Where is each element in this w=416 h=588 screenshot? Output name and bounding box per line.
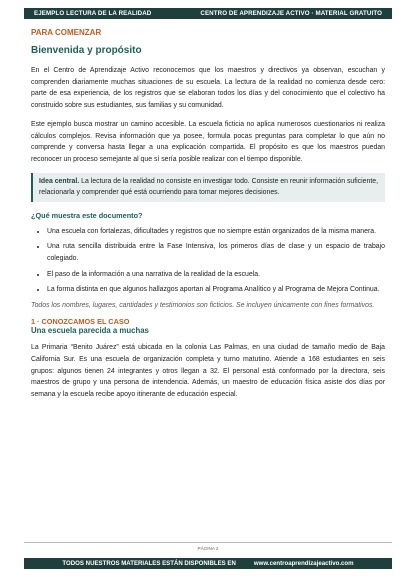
section2-subtitle: Una escuela parecida a muchas [31,326,149,336]
header-left-text: EJEMPLO LECTURA DE LA REALIDAD [34,10,152,17]
callout-text: La lectura de la realidad no consiste en investigar todo. Consiste en reunir información suficiente, relacionarla y comprender qué está ocurriendo para tomar mejores decisiones. [39,177,378,196]
bullet-list [31,226,385,297]
section2-label: 1 · CONOZCAMOS EL CASO [31,317,130,327]
footer-bar [24,558,392,569]
main-content [31,28,385,408]
fiction-note: Todos los nombres, lugares, cantidades y testimonios son ficticios. Se incluyen únicamente con fines formativos. [31,302,375,310]
header-bar [24,8,392,19]
footer-divider [24,542,392,543]
list-item: • Una ruta sencilla distribuida entre la Fase Intensiva, los primeros días de clase y un espacio de trabajo colegiado. [47,241,385,264]
callout-lead: Idea central. [39,177,80,185]
callout-box [31,173,385,202]
list-item: • Una escuela con fortalezas, dificultades y registros que no siempre están organizados de la misma manera. [47,226,385,238]
header-right-text: CENTRO DE APRENDIZAJE ACTIVO · MATERIAL GRATUITO [200,10,382,17]
list-item: • La forma distinta en que algunos hallazgos aportan al Programa Analítico y al Programa de Mejora Continua. [47,284,385,296]
footer-website-link[interactable]: www.centroaprendizajeactivo.com [253,560,354,567]
section-label: PARA COMENZAR [31,28,102,37]
question-heading: ¿Qué muestra este documento? [31,210,143,220]
page-title: Bienvenida y propósito [31,45,142,56]
page-number: PÁGINA 2 [197,546,219,551]
list-item: • El paso de la información a una narrativa de la realidad de la escuela. [47,269,385,281]
intro-paragraph-1: En el Centro de Aprendizaje Activo reconocemos que los maestros y directivos ya observan, escuchan y comprenden diariamente muchas situaciones de su escuela. La lectura de la realidad no comienza desde cero: parte de esa experiencia, de los registros que se elaboran todos los días y del conocimiento que el colectivo ha construido sobre sus estudiantes, sus familias y su comunidad. [31,67,385,110]
footer-left-text: TODOS NUESTROS MATERIALES ESTÁN DISPONIBLES EN [62,560,236,567]
intro-paragraph-2: Este ejemplo busca mostrar un camino accesible. La escuela ficticia no aplica numerosos cuestionarios ni realiza cálculos complejos. Revisa información que ya posee, formula pocas preguntas para completar lo que aún no comprende y conversa hasta llegar a una explicación compartida. El propósito es que los maestros puedan reconocer un proceso semejante al que sí sería posible realizar con el tiempo disponible. [31,120,385,163]
section2-paragraph: La Primaria “Benito Juárez” está ubicada en la colonia Las Palmas, en una ciudad de tamaño medio de Baja California Sur. Es una escuela de organización completa y turno matutino. Atiende a 168 estudiantes en seis grupos: algunos tienen 24 integrantes y otros llegan a 32. El personal está conformado por la directora, seis maestros de grupo y una persona de intendencia. Además, un maestro de educación física asiste dos días por semana y la escuela recibe apoyo itinerante de educación especial. [31,344,385,398]
